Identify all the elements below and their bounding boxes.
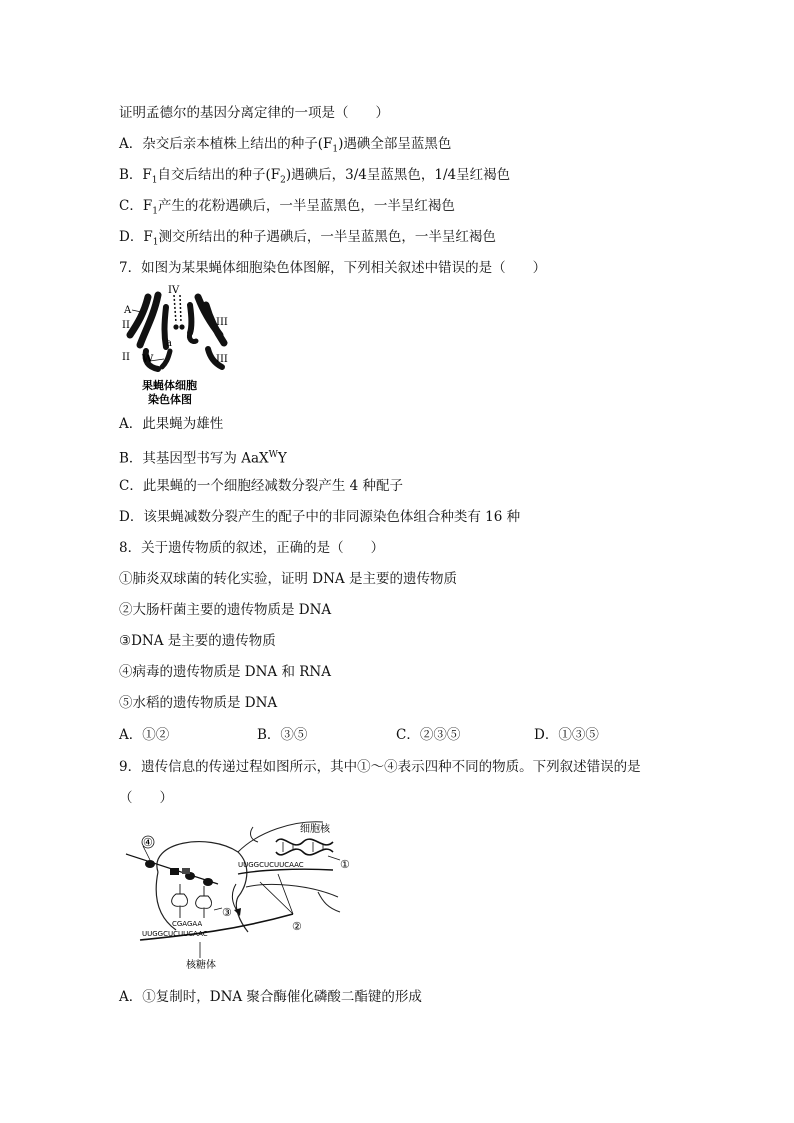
transcription-translation-diagram	[118, 812, 358, 972]
label-ii-bottom: II	[122, 352, 130, 363]
label-a-lower: a	[166, 338, 172, 349]
label-iii-top: III	[216, 317, 228, 328]
q8-option-d: D．①③⑤	[534, 727, 599, 743]
q8-option-a: A．①②	[119, 727, 170, 743]
marker-1: ①	[340, 858, 350, 871]
q9-stem: 9．遗传信息的传递过程如图所示，其中①～④表示四种不同的物质。下列叙述错误的是	[119, 759, 641, 775]
q8-option-c: C．②③⑤	[396, 727, 461, 743]
ribosome-label: 核糖体	[186, 960, 216, 971]
marker-3: ③	[222, 906, 232, 919]
q9-stem-paren: （ ）	[119, 790, 173, 806]
nucleus-label: 细胞核	[300, 824, 330, 835]
marker-4: ④	[143, 836, 153, 849]
q8-statement-2: ②大肠杆菌主要的遗传物质是 DNA	[119, 602, 332, 618]
q8-statement-4: ④病毒的遗传物质是 DNA 和 RNA	[119, 664, 331, 680]
q7-option-c: C．此果蝇的一个细胞经减数分裂产生 4 种配子	[119, 478, 404, 494]
mrna-sequence-lower: UUGGCUCUUCAAC	[142, 930, 208, 938]
gene-expression-figure	[118, 812, 358, 972]
q6-option-b: B．$F_1$自交后结出的种子$(F_2)$遇碘后，3/4呈蓝黑色，1/4呈红褐色	[119, 167, 511, 186]
q8-stem: 8．关于遗传物质的叙述，正确的是（ ）	[119, 540, 385, 556]
q7-option-a: A．此果蝇为雄性	[119, 416, 224, 432]
q6-option-d: D．$F_1$测交所结出的种子遇碘后，一半呈蓝黑色，一半呈红褐色	[119, 229, 496, 248]
label-iii-bottom: III	[216, 354, 228, 365]
q6-stem: 证明孟德尔的基因分离定律的一项是（ ）	[119, 105, 389, 121]
marker-2: ②	[292, 920, 302, 933]
q7-option-b: B．其基因型书写为 AaX$^W$Y	[119, 450, 287, 467]
q8-statement-3: ③DNA 是主要的遗传物质	[119, 633, 276, 649]
anticodon-sequence: CGAGAA	[172, 920, 203, 928]
q7-stem: 7．如图为某果蝇体细胞染色体图解，下列相关叙述中错误的是（ ）	[119, 260, 547, 276]
q7-option-d: D．该果蝇减数分裂产生的配子中的非同源染色体组合种类有 16 种	[119, 509, 521, 525]
q9-option-a: A．①复制时，DNA 聚合酶催化磷酸二酯键的形成	[119, 989, 422, 1005]
fruitfly-chromosome-figure	[118, 283, 238, 408]
q8-option-b: B．③⑤	[257, 727, 308, 743]
label-ii-top: II	[122, 320, 130, 331]
label-a-upper: A	[124, 305, 132, 316]
q8-statement-5: ⑤水稻的遗传物质是 DNA	[119, 695, 278, 711]
q8-statement-1: ①肺炎双球菌的转化实验，证明 DNA 是主要的遗传物质	[119, 571, 457, 587]
label-w: W	[142, 354, 154, 365]
q6-option-a: A．杂交后亲本植株上结出的种子$(F_1)$遇碘全部呈蓝黑色	[119, 136, 452, 155]
label-iv: IV	[168, 285, 180, 296]
figure-caption-line1: 果蝇体细胞	[142, 379, 197, 392]
mrna-sequence-upper: UUGGCUCUUCAAC	[238, 861, 304, 869]
q6-option-c: C．$F_1$产生的花粉遇碘后，一半呈蓝黑色，一半呈红褐色	[119, 198, 455, 217]
chromosome-diagram	[118, 283, 238, 408]
figure-caption-line2: 染色体图	[148, 393, 192, 406]
